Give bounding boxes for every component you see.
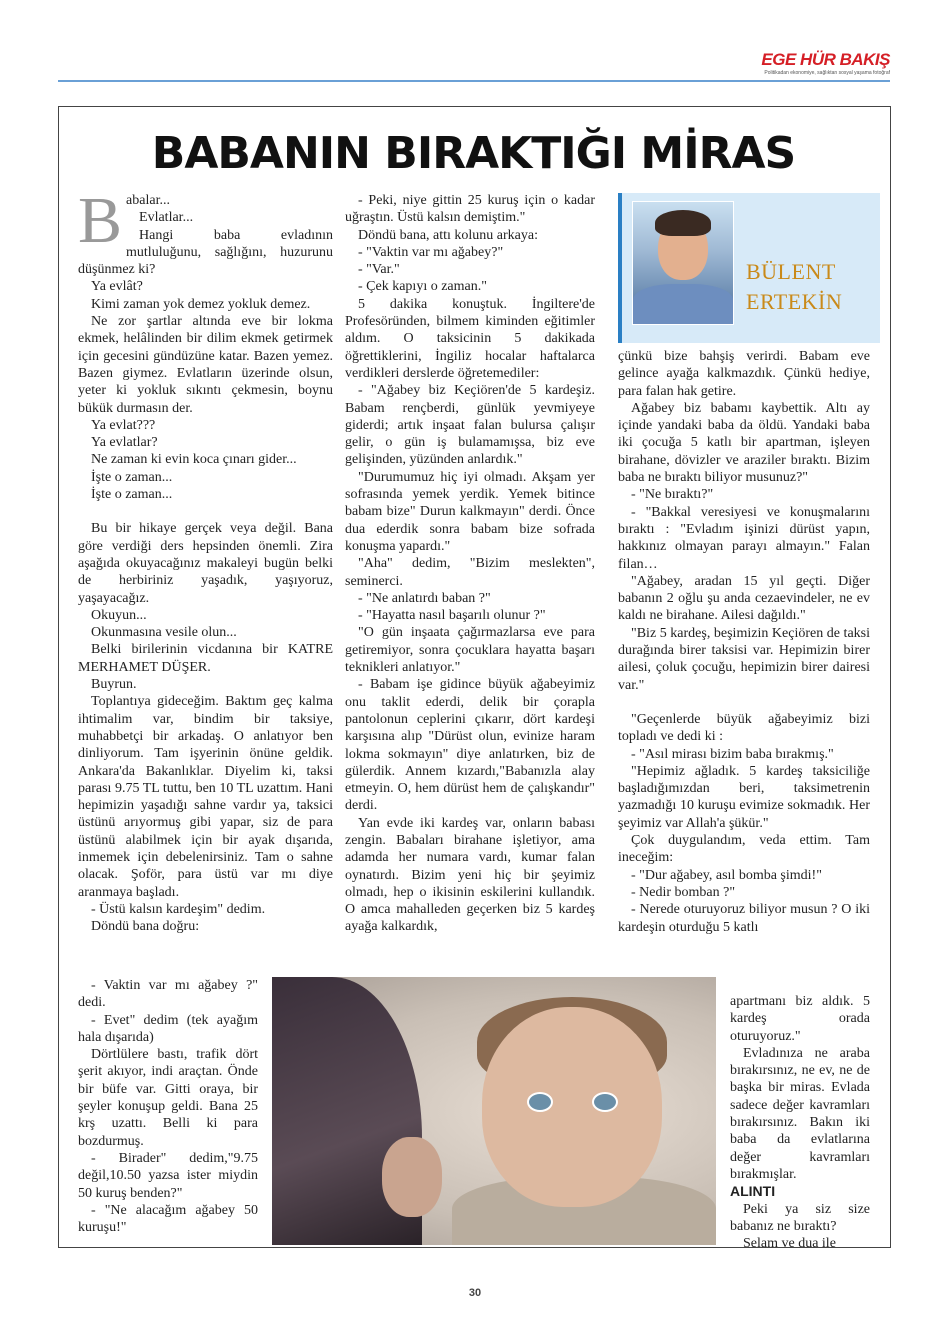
- father-child-photo: [272, 977, 716, 1245]
- article-title: BABANIN BIRAKTIĞI MİRAS: [151, 128, 796, 179]
- column-1: [78, 184, 333, 935]
- paragraph: İşte o zaman...: [91, 469, 173, 485]
- paragraph: - "Asıl mirası bizim baba bırakmış.": [631, 746, 834, 762]
- paragraph: Ya evlatlar?: [91, 435, 158, 451]
- paragraph: Yan evde iki kardeş var, onların babası zengin. Babaları birahane işletiyor, ama adamda her numara vardı, kumar falan oynatırdı. Bizim yeni hiç bir şeyimiz olmadı, hep o ikisinin eskilerini kullandık. O amca mahalleden geçerken biz 5 kardeş ayağa kalkardık,: [345, 815, 595, 935]
- paragraph: "Biz 5 kardeş, beşimizin Keçiören de taksi durağında birer taksisi var. Hepimizin birer ailesi, çoluk çocuğu, hepimizin birer dairesi var.": [618, 625, 870, 693]
- paragraph: "Ağabey, aradan 15 yıl geçti. Diğer babanın 2 oğlu şu anda cezaevindeler, ne ev kaldı ne birahane. Ailesi dağıldı.": [618, 573, 870, 624]
- paragraph: - "Hayatta nasıl başarılı olunur ?": [358, 608, 546, 624]
- paragraph: Hangi baba evladının mutluluğunu, sağlığını, huzurunu düşünmez ki?: [78, 227, 333, 278]
- paragraph: - Evet" dedim (tek ayağım hala dışarıda): [78, 1012, 258, 1045]
- column-1-body: [78, 184, 333, 935]
- paragraph: Ne zaman ki evin koca çınarı gider...: [91, 452, 297, 468]
- author-name: [746, 257, 842, 317]
- paragraph: İşte o zaman...: [91, 487, 173, 503]
- author-last-name: ERTEKİN: [746, 289, 843, 314]
- column-2: [345, 192, 595, 936]
- paragraph: - Birader" dedim,"9.75 değil,10.50 yazsa ister miydin 50 kuruş benden?": [78, 1150, 258, 1201]
- drop-cap: B: [78, 184, 123, 257]
- paragraph: 5 dakika konuştuk. İngiltere'de Profesöründen, bilmem kiminden eğitimler aldım. O taksicinin 5 dakikada öğrettiklerini, İngiliz hocalar haftalarca verdikleri derslerde öğretemediler:: [345, 296, 595, 381]
- paragraph: - "Dur ağabey, asıl bomba şimdi!": [631, 867, 822, 883]
- paragraph: "Hepimiz ağladık. 5 kardeş taksiciliğe başladığımızdan beri, taksimetrenin yazmadığı 10 kuruşu evimize sokmadık. Her şeyimiz var Allah'a şükür.": [618, 763, 870, 831]
- paragraph: - Nedir bomban ?": [631, 884, 736, 900]
- paragraph: Buyrun.: [91, 677, 137, 693]
- logo-tagline: Politikadan ekonomiye, sağlıktan sosyal yaşama fotoğraf: [764, 70, 890, 76]
- paragraph: Ya evlat???: [91, 417, 156, 433]
- header-rule: [58, 80, 890, 82]
- paragraph: - "Vaktin var mı ağabey?": [358, 244, 504, 260]
- paragraph: Bu bir hikaye gerçek veya değil. Bana göre verdiği ders hepsinden önemli. Zira aşağıda okuyacağınız makaleyi bugün belki de herbiriniz yaşadık, yaşıyoruz, yaşayacağız.: [78, 521, 333, 606]
- paragraph: Toplantıya gideceğim. Baktım geç kalma ihtimalim var, bindim bir taksiye, muhabbetçi bir arkadaş. O anlatıyor ben dinliyorum. Tam işyerinin önüne geldik. Ankara'da Bakanlıklar. Diyelim ki, taksi parası 9.75 TL tuttu, ben 10 TL uzattım. Hani hepimizin yaşadığı sahne vardır ya, taksici üstünü arıyormuş gibi yapar, siz de para üstünü alabilmek için bir ayak dışarıda, inmemek için debelenirsiniz. Tam o sahne olacak. Şoför, para üstü var mı diye aranmaya başladı.: [78, 694, 333, 900]
- paragraph: Okunmasına vesile olun...: [91, 625, 237, 641]
- paragraph: - Babam işe gidince büyük ağabeyimiz onu taklit ederdi, delik bir çorapla pantolonun ceplerini çıkarır, dört kardeşi karşısına alıp "Dürüst olun, evinize haram lokma sokmayın" diye anlatırken, biz de gülerdik. Annem kızardı,"Babanızla alay etmeyin. O, hem dürüst hem de çalışkandır" derdi.: [345, 677, 595, 814]
- paragraph: - Üstü kalsın kardeşim" dedim.: [91, 901, 266, 917]
- paragraph: - "Ne alacağım ağabey 50 kuruşu!": [78, 1202, 258, 1236]
- author-photo: [632, 201, 734, 325]
- paragraph: Ağabey biz babamı kaybettik. Altı ay içinde yandaki baba da öldü. Yandaki baba iki çocuğa 5 katlı bir apartman, işleyen birahane, dövizler ve araziler bıraktı. Bizim baba ne bıraktı biliyor musunuz?": [618, 400, 870, 486]
- column-3: [618, 348, 870, 936]
- author-first-name: BÜLENT: [746, 259, 836, 284]
- paragraph: Dörtlülere bastı, trafik dört şerit akıyor, indi araçtan. Önde bir büfe var. Gitti oraya, bir şeyler konuşup geldi. Bana 25 krş uzattı. Belli ki para bozdurmuş.: [78, 1047, 258, 1149]
- paragraph: Ne zor şartlar altında eve bir lokma ekmek, helâlinden bir dilim ekmek getirmek için gecesini gündüzüne katar. Bazen yemez. Bazen giymez. Evlatların üzerinde olsun, yeter ki yokluk sıkıntı çekmesin, boynu bükük durmasın der.: [78, 314, 333, 416]
- paragraph: çünkü bize bahşiş verirdi. Babam eve gelince ayağa kalkmazdık. Çünkü hediye, para falan hak getire.: [618, 349, 870, 399]
- paragraph: Ya evlât?: [91, 279, 143, 295]
- paragraph: - "Ağabey biz Keçiören'de 5 kardeşiz. Babam rençberdi, günlük yevmiyeye giderdi; artık inşaat falan bulursa çalışır gelir, o gün iş bulamamışsa, biz eve gelişinden, yüzünden anlardık.": [345, 383, 595, 468]
- source-label: ALINTI: [730, 1183, 776, 1200]
- paragraph: - Vaktin var mı ağabey ?" dedi.: [78, 978, 258, 1011]
- page-number: 30: [468, 1287, 482, 1299]
- paragraph: Evladınıza ne araba bırakırsınız, ne ev, ne de başka bir miras. Evlada sadece değer kavramları bırakırsınız. Bakın iki baba da evlatlarına değer kavramları bırakmışlar.: [730, 1045, 870, 1182]
- paragraph: Belki birilerinin vicdanına bir KATRE MERHAMET DÜŞER.: [78, 642, 333, 675]
- paragraph: "O gün inşaata çağırmazlarsa eve para getiremiyor, sonra çocuklara hayatta başarı teknikleri anlatıyor.": [345, 625, 595, 676]
- column-1-lower: [78, 977, 258, 1236]
- column-3-lower: [730, 993, 870, 1252]
- publication-logo: [761, 50, 890, 76]
- paragraph: Döndü bana doğru:: [91, 919, 200, 935]
- paragraph: - "Bakkal veresiyesi ve konuşmalarını bıraktı : "Evladım işinizi dürüst yapın, hakkınız olmayan parayı almayın." Falan filan…: [618, 504, 870, 572]
- paragraph: Evlatlar...: [139, 210, 194, 226]
- paragraph: apartmanı biz aldık. 5 kardeş orada oturuyoruz.": [730, 994, 870, 1044]
- paragraph: - "Var.": [358, 262, 400, 278]
- author-box: [618, 193, 880, 343]
- paragraph: "Aha" dedim, "Bizim meslekten", seminerci.: [345, 556, 595, 589]
- paragraph: - "Ne anlatırdı baban ?": [358, 590, 491, 606]
- paragraph: Döndü bana, attı kolunu arkaya:: [358, 227, 539, 243]
- paragraph: Çok duygulandım, veda ettim. Tam ineceğim:: [618, 833, 870, 866]
- paragraph: Selam ve dua ile: [743, 1236, 836, 1252]
- paragraph: Peki ya siz size babanız ne bıraktı?: [730, 1201, 870, 1234]
- paragraph: "Durumumuz hiç iyi olmadı. Akşam yer sofrasında yemek yerdik. Yemek bitince babam bize" Durun kalkmayın" derdi. Önce dua ederdik sonra babam bize sofrada konuşma yapardı.": [345, 469, 595, 554]
- paragraph: - "Ne bıraktı?": [631, 487, 714, 503]
- paragraph: - Çek kapıyı o zaman.": [358, 279, 487, 295]
- paragraph: "Geçenlerde büyük ağabeyimiz bizi topladı ve dedi ki :: [618, 711, 870, 745]
- logo-name: EGE HÜR BAKIŞ: [761, 50, 890, 69]
- paragraph: - Nerede oturuyoruz biliyor musun ? O iki kardeşin oturduğu 5 katlı: [618, 902, 870, 935]
- paragraph: Okuyun...: [91, 607, 147, 623]
- paragraph: Kimi zaman yok demez yokluk demez.: [91, 296, 311, 312]
- paragraph: abalar...: [126, 193, 170, 208]
- paragraph: - Peki, niye gittin 25 kuruş için o kadar uğraştın. Üstü kalsın demiştim.": [345, 193, 595, 226]
